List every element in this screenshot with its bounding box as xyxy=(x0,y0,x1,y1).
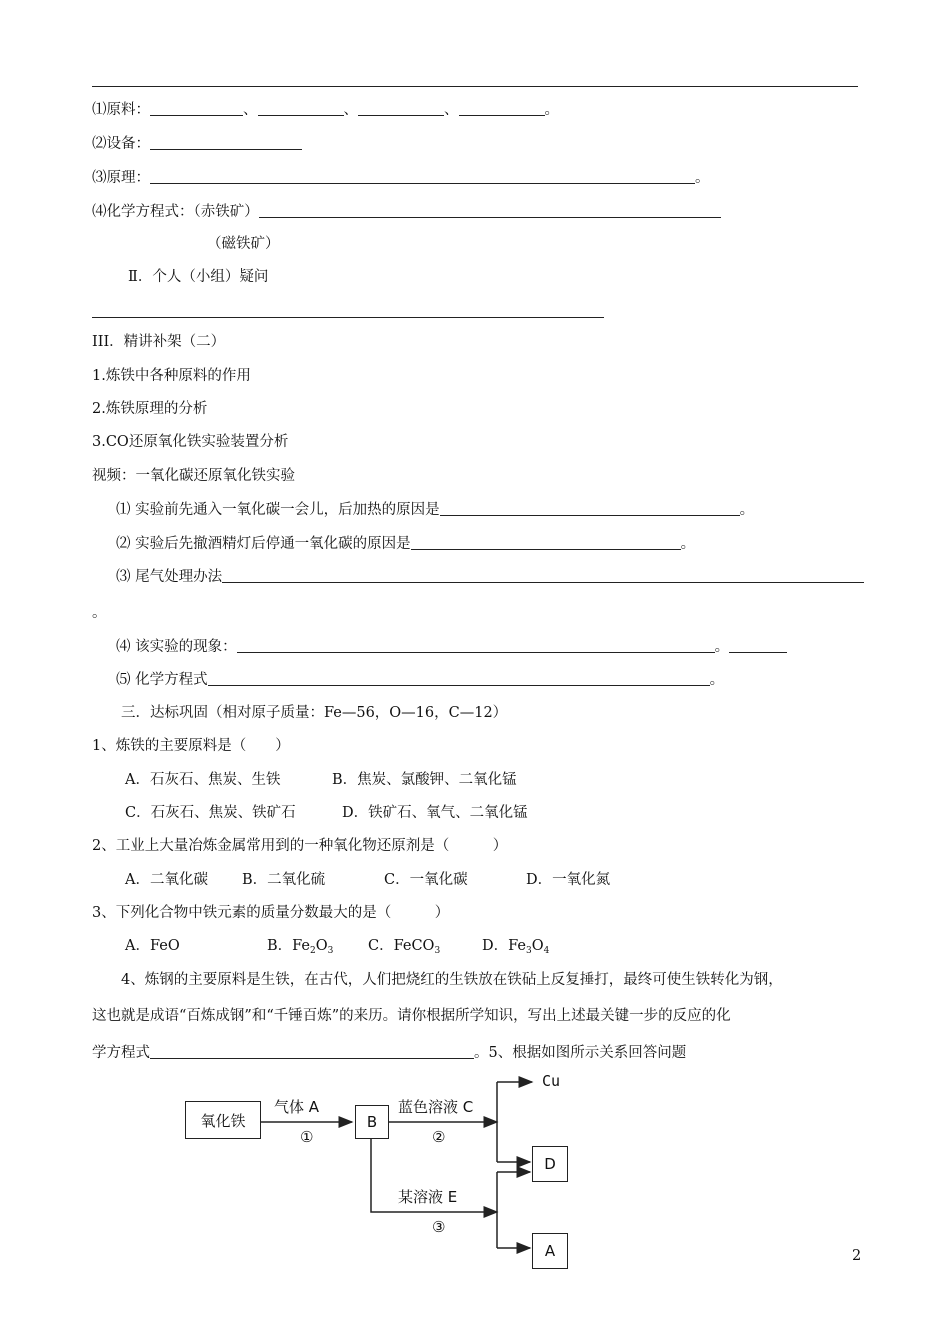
question-stem: 1、炼铁的主要原料是（ ） xyxy=(92,738,290,754)
question-paragraph: 这也就是成语“百炼成钢”和“千锤百炼”的来历。请你根据所学知识，写出上述最关键一步的反应的化 xyxy=(92,1008,731,1024)
option[interactable]: A．石灰石、焦炭、生铁 xyxy=(125,772,281,788)
page-number: 2 xyxy=(852,1248,862,1264)
topic-item: 2.炼铁原理的分析 xyxy=(92,401,208,417)
node-cu: Cu xyxy=(542,1072,561,1090)
label-solution-e: 某溶液 E xyxy=(398,1188,458,1206)
section-heading: III．精讲补架（二） xyxy=(92,334,226,350)
question-stem: 3、下列化合物中铁元素的质量分数最大的是（ ） xyxy=(92,905,450,921)
label-step-3: ③ xyxy=(432,1218,446,1236)
principle-label: ⑶原理： xyxy=(92,170,150,186)
equation-magnetite-label: （磁铁矿） xyxy=(207,236,280,252)
node-d: D xyxy=(532,1146,568,1182)
option[interactable]: B．$Fe_2O_3$ xyxy=(267,938,334,956)
question-paragraph: 学方程式 。5、根据如图所示关系回答问题 xyxy=(92,1045,687,1061)
option[interactable]: D．铁矿石、氧气、二氧化锰 xyxy=(342,805,528,821)
option[interactable]: D．一氧化氮 xyxy=(526,872,611,888)
topic-item: 1.炼铁中各种原料的作用 xyxy=(92,368,251,384)
raw-materials-label: ⑴原料： xyxy=(92,102,150,118)
topic-item: 3.CO还原氧化铁实验装置分析 xyxy=(92,434,289,450)
raw-materials-line: ⑴原料： 、 、 、 。 xyxy=(92,102,559,118)
experiment-question: ⑷ 该实验的现象： 。 xyxy=(116,637,787,657)
option[interactable]: C．一氧化碳 xyxy=(384,872,468,888)
experiment-question: ⑵ 实验后先撤酒精灯后停通一氧化碳的原因是 。 xyxy=(116,536,696,552)
option[interactable]: C．石灰石、焦炭、铁矿石 xyxy=(125,805,296,821)
question-stem: 2、工业上大量冶炼金属常用到的一种氧化物还原剂是（ ） xyxy=(92,838,508,854)
label-gas-a: 气体 A xyxy=(274,1098,320,1116)
section-heading: 三．达标巩固（相对原子质量：Fe—56，O—16，C—12） xyxy=(121,705,508,721)
label-step-1: ① xyxy=(300,1128,314,1146)
label-step-2: ② xyxy=(432,1128,446,1146)
node-b: B xyxy=(355,1105,389,1139)
experiment-question: ⑸ 化学方程式 。 xyxy=(116,672,725,688)
personal-questions-heading: Ⅱ．个人（小组）疑问 xyxy=(128,269,269,285)
experiment-question: ⑴ 实验前先通入一氧化碳一会儿，后加热的原因是 。 xyxy=(116,502,755,518)
period-mark: 。 xyxy=(92,605,107,621)
option[interactable]: B．二氧化硫 xyxy=(242,872,326,888)
question-paragraph: 4、炼钢的主要原料是生铁，在古代，人们把烧红的生铁放在铁砧上反复捶打，最终可使生铁转化为钢， xyxy=(121,972,783,988)
option[interactable]: D．$Fe_3O_4$ xyxy=(482,938,550,956)
node-iron-oxide: 氧化铁 xyxy=(185,1101,261,1139)
option[interactable]: A．FeO xyxy=(125,938,180,954)
equipment-label: ⑵设备： xyxy=(92,136,150,152)
node-a: A xyxy=(532,1233,568,1269)
equation-label: ⑷化学方程式：（赤铁矿） xyxy=(92,204,259,220)
experiment-question: ⑶ 尾气处理办法 xyxy=(116,567,864,587)
video-label: 视频：一氧化碳还原氧化铁实验 xyxy=(92,468,295,484)
label-blue-solution-c: 蓝色溶液 C xyxy=(398,1098,474,1116)
option[interactable]: B．焦炭、氯酸钾、二氧化锰 xyxy=(332,772,517,788)
principle-line: ⑶原理： 。 xyxy=(92,170,710,186)
option[interactable]: C．FeCO$_3$ xyxy=(368,938,441,956)
option[interactable]: A．二氧化碳 xyxy=(125,872,208,888)
